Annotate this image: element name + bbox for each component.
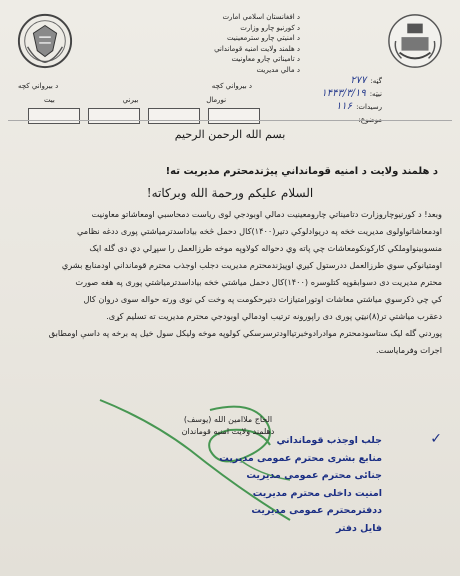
- date-label: نیټه:: [369, 89, 382, 98]
- classification-label: د بیرواني کچه: [18, 82, 59, 90]
- letter-meta: [272, 74, 382, 126]
- police-emblem-icon: [16, 12, 74, 70]
- classification-cell: [148, 108, 200, 124]
- body-line: وبعد! د کورنیوچاروزارت دتامیناتي چارومعینیت دمالي اوبودجي لوی ریاست دمحاسبي اومعاشاتو معاونیت: [91, 209, 442, 219]
- body-line: محترم مدیریت دی دسوابقوپه کتلوسره (۱۴۰۰)کال دحمل میاشتي خخه بیاداسدترمیاشتي پوری په هغه صورت: [75, 277, 442, 287]
- classification-table: [10, 82, 260, 124]
- classification-labels-bottom: [10, 96, 260, 104]
- classification-cell: [208, 108, 260, 124]
- body-line: پوردني گله لیک ستاسودمحترم موادرادوخبرتیااودترسرسکي کولوپه موخه ولیکل سول خیل په برخه په داسې اومطابق: [48, 328, 442, 338]
- classification-cells: [10, 108, 260, 124]
- body-line: کي چي ذکرسوي میاشتي معاشات اوتورامتیازات دتیرحکومت په وخت کي نوی ورته حواله سوی دروان کال: [83, 294, 442, 304]
- body-line: اجرات وفرمایاست.: [376, 345, 442, 355]
- checkmark-icon: ✓: [430, 431, 442, 447]
- classification-label: نورمال: [206, 96, 227, 104]
- number-label: گڼه:: [370, 76, 382, 85]
- letterhead-line: د افغانستان اسلامي امارت: [222, 13, 300, 21]
- classification-label: بیت: [43, 96, 55, 104]
- letterhead: [150, 12, 300, 75]
- recipient-address: د هلمند ولایت د امنیه قومانداني پیژندمحترم مدیریت ته!: [165, 166, 438, 177]
- cc-item: ددفترمحترم عمومی مدیریت: [251, 505, 382, 516]
- body-line: اومتیانوکي سوي طرزالعمل ددرستول کیږي اوپیژندمحترم مدیریت دجلب اوجذب محترم قومانداني اودمنابع بشري: [61, 260, 442, 270]
- copy-recipients: [219, 432, 382, 537]
- date-value: ۱۴۴۳/۳/۱۹: [321, 88, 366, 99]
- signer-title: دهلمند ولایت امنیه قوماندان: [181, 427, 275, 436]
- received-value: ۱۱۶: [335, 101, 353, 112]
- classification-label: د بیرواني کچه: [211, 82, 252, 90]
- received-label: رسیدات:: [356, 102, 382, 111]
- classification-cell: [28, 108, 80, 124]
- cc-item: فایل دفتر: [335, 522, 382, 534]
- letterhead-line: د تامیناتي چارو معاونیت: [231, 55, 300, 63]
- classification-cell: [88, 108, 140, 124]
- body-line: دعقرب میاشتي تر(۸)نیټي پوری دی راپورونه ترتیب اودمالي اوبودجي محترم مدیریت ته تسلیم کړی.: [106, 311, 442, 321]
- number-value: ۲۷۷: [350, 75, 367, 86]
- subject-label: موضوع:: [358, 115, 382, 124]
- letter-body: [18, 206, 442, 359]
- letterhead-line: د امنیتي چارو سترمعینیت: [226, 34, 300, 42]
- received-row: [272, 100, 382, 113]
- number-row: [272, 74, 382, 87]
- body-line: اودمعاشاتواولوی مدیریت خخه په دریوادلوکي دتیر(۱۴۰۰)کال دحمل څخه بیاداسدترمیاشتي پوری ددغه نظامي: [76, 226, 442, 236]
- cc-item: امنیت داخلی محترم مدیریت: [252, 487, 382, 499]
- classification-labels-top: [10, 82, 260, 90]
- cc-item: جنائی محترم عمومی مدیریت: [246, 470, 382, 481]
- letterhead-line: د مالي مدیریت: [256, 65, 300, 74]
- date-row: [272, 87, 382, 100]
- greeting: السلام علیکم ورحمة الله وبرکاته!: [146, 186, 314, 200]
- body-line: منسوبینواوملکي کارکونکومعاشات چي پاته وي دحواله کولاوپه موخه طرزالعمل را سپړلي دي دی گله ایک: [89, 243, 442, 253]
- basmala: بسم الله الرحمن الرحيم: [174, 128, 286, 141]
- letterhead-line: د هلمند ولایت امنیه قومانداني: [214, 44, 300, 53]
- cc-item: منابع بشری محترم عمومی مدیریت: [219, 452, 382, 464]
- letterhead-line: د کورنیو چارو وزارت: [240, 23, 300, 32]
- emirate-emblem-icon: [386, 12, 444, 70]
- cc-item: جلب اوجذب قومانداني: [276, 435, 382, 446]
- classification-label: بیرني: [122, 96, 139, 104]
- signer-name: الحاج ملاامین الله (یوسف): [183, 415, 273, 424]
- header-divider: [8, 120, 452, 121]
